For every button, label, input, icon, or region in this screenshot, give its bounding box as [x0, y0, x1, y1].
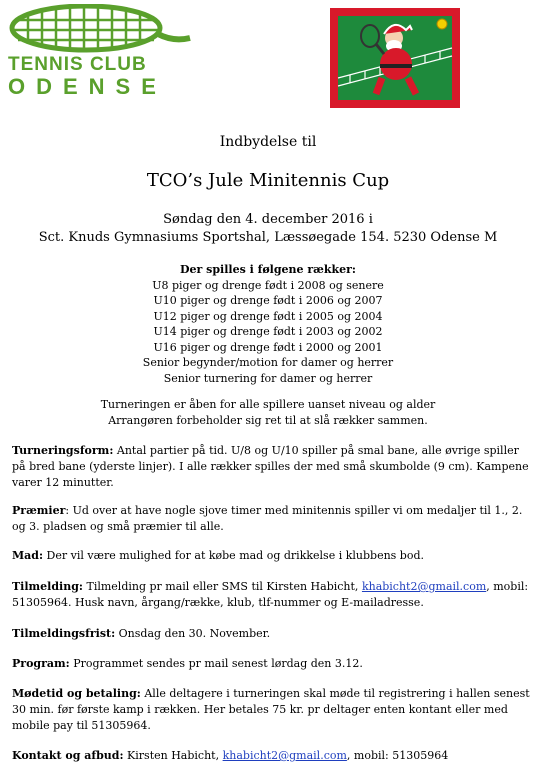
- section-label: Mad:: [12, 549, 44, 562]
- email-link[interactable]: khabicht2@gmail.com: [361, 580, 487, 593]
- section-text: Programmet sendes pr mail senest lørdag den 3.12.: [69, 657, 363, 670]
- section-text: : Ud over at have nogle sjove timer med minitennis spiller vi om medaljer til 1., 2. og 3. pladsen og små præmier til alle.: [12, 504, 523, 533]
- section-text: Alle deltagere i turneringen skal møde til registrering i hallen senest 30 min. før første kamp i rækken. Her betales 75 kr. pr deltager enten kontant eller med mobile pay til 51305964.: [12, 687, 530, 732]
- email-link[interactable]: khabicht2@gmail.com: [222, 749, 347, 762]
- list-item: U12 piger og drenge født i 2005 og 2004: [153, 309, 383, 323]
- logo-line-2: ODENSE: [8, 74, 167, 99]
- section-frist: [12, 626, 532, 642]
- section-text: , mobil: 51305964. Husk navn, årgang/række, klub, tlf-nummer og E-mailadresse.: [12, 580, 529, 609]
- categories-list: [0, 262, 536, 386]
- list-item: U8 piger og drenge født i 2008 og senere: [152, 278, 384, 292]
- open-notes: [0, 397, 536, 428]
- section-text: Tilmelding pr mail eller SMS til Kirsten Habicht,: [82, 580, 362, 593]
- section-program: [12, 656, 532, 672]
- section-tilmelding: [12, 579, 532, 611]
- section-text: Onsdag den 30. November.: [115, 627, 271, 640]
- event-date: Søndag den 4. december 2016 i: [163, 212, 373, 227]
- racket-logo-icon: [8, 4, 194, 56]
- section-modetid: [12, 686, 532, 734]
- section-label: Mødetid og betaling:: [12, 687, 141, 700]
- list-item: U16 piger og drenge født i 2000 og 2001: [153, 340, 383, 354]
- list-item: Senior begynder/motion for damer og herrer: [142, 356, 394, 369]
- section-label: Program:: [12, 657, 70, 670]
- santa-tennis-picture: [330, 8, 460, 108]
- list-item: Senior turnering for damer og herrer: [163, 371, 373, 385]
- section-label: Præmier: [12, 504, 66, 517]
- section-praemier: [12, 503, 532, 535]
- section-turneringsform: [12, 443, 532, 491]
- section-label: Turneringsform:: [12, 444, 114, 457]
- section-label: Tilmelding:: [12, 580, 83, 593]
- section-label: Tilmeldingsfrist:: [12, 627, 116, 640]
- section-kontakt: [12, 748, 532, 764]
- event-title: TCO’s Jule Minitennis Cup: [146, 170, 390, 191]
- section-text: , mobil: 51305964: [346, 749, 449, 762]
- list-item: U10 piger og drenge født i 2006 og 2007: [153, 294, 383, 307]
- section-label: Kontakt og afbud:: [12, 749, 124, 762]
- invitation-label: Indbydelse til: [219, 134, 317, 150]
- section-text: Kirsten Habicht,: [123, 749, 223, 762]
- open-note: Turneringen er åben for alle spillere uanset niveau og alder: [100, 398, 436, 411]
- list-item: U14 piger og drenge født i 2003 og 2002: [153, 325, 383, 338]
- section-text: Der vil være mulighed for at købe mad og drikkelse i klubbens bod.: [43, 549, 425, 562]
- section-mad: [12, 548, 532, 564]
- open-note: Arrangøren forbeholder sig ret til at slå rækker sammen.: [108, 413, 428, 427]
- logo-line-1: TENNIS CLUB: [8, 54, 147, 75]
- categories-header: Der spilles i følgene rækker:: [180, 263, 356, 276]
- event-venue: Sct. Knuds Gymnasiums Sportshal, Læssøegade 154. 5230 Odense M: [38, 230, 498, 245]
- club-logo: [8, 4, 194, 99]
- section-text: Antal partier på tid. U/8 og U/10 spiller på smal bane, alle øvrige spiller på bred bane (yderste linjer). I alle rækker spilles der med små skumbolde (9 cm). Kampene varer 12 minutter.: [12, 444, 529, 489]
